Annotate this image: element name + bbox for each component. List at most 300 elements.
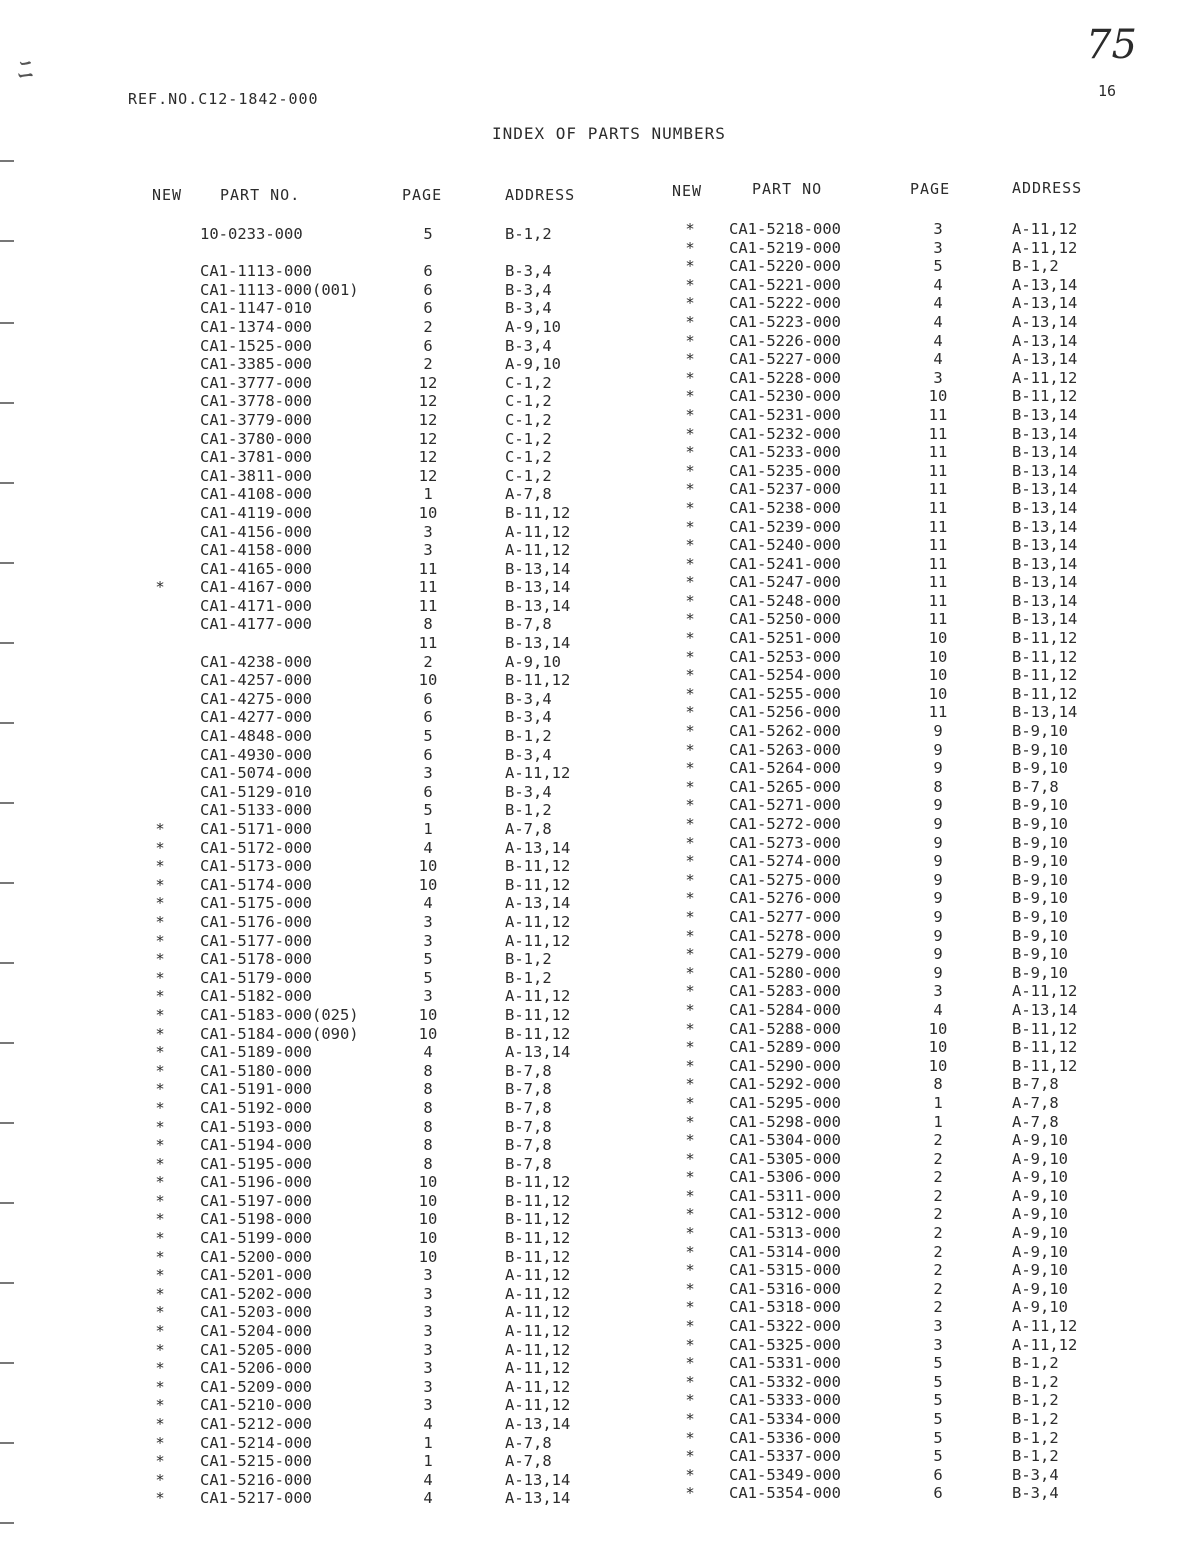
- part-number: CA1-5311-000: [729, 1186, 841, 1205]
- part-number: CA1-4275-000: [200, 689, 312, 708]
- page-ref: 3: [933, 1317, 943, 1336]
- address: B-11,12: [505, 1024, 571, 1043]
- new-flag: *: [155, 1377, 165, 1396]
- table-row: [0, 722, 1182, 741]
- table-row: [0, 499, 1182, 518]
- table-row: [0, 927, 1182, 946]
- part-number: CA1-5298-000: [729, 1112, 841, 1131]
- page-ref: 12: [418, 373, 438, 392]
- margin-tick: [0, 962, 14, 964]
- new-flag: *: [685, 907, 695, 926]
- address: A-13,14: [505, 838, 571, 857]
- page-ref: 11: [928, 573, 948, 592]
- new-flag: *: [155, 950, 165, 969]
- page-ref: 3: [423, 1377, 433, 1396]
- address: B-13,14: [1012, 554, 1078, 573]
- page-ref: 4: [423, 1489, 433, 1508]
- page-ref: 6: [423, 708, 433, 727]
- part-number: CA1-3811-000: [200, 466, 312, 485]
- part-number: CA1-5322-000: [729, 1317, 841, 1336]
- page-ref: 2: [933, 1186, 943, 1205]
- table-row: [0, 592, 1182, 611]
- page-ref: 9: [933, 907, 943, 926]
- part-number: CA1-5349-000: [729, 1465, 841, 1484]
- address: B-9,10: [1012, 907, 1068, 926]
- page-ref: 2: [933, 1149, 943, 1168]
- address: B-13,14: [1012, 591, 1078, 610]
- address: B-13,14: [1012, 480, 1078, 499]
- part-number: CA1-5220-000: [729, 257, 841, 276]
- address: A-9,10: [1012, 1186, 1068, 1205]
- new-flag: *: [155, 912, 165, 931]
- right-header-new: NEW: [672, 182, 703, 200]
- address: B-13,14: [505, 559, 571, 578]
- new-flag: *: [685, 963, 695, 982]
- new-flag: *: [155, 1136, 165, 1155]
- left-header-address: ADDRESS: [505, 186, 576, 204]
- new-flag: *: [685, 1447, 695, 1466]
- part-number: CA1-5227-000: [729, 350, 841, 369]
- part-number: CA1-4158-000: [200, 541, 312, 560]
- margin-tick: [0, 402, 14, 404]
- new-flag: *: [685, 889, 695, 908]
- new-flag: *: [685, 666, 695, 685]
- table-row: [0, 629, 1182, 648]
- address: B-9,10: [1012, 759, 1068, 778]
- margin-tick: [0, 1522, 14, 1524]
- page-ref: 10: [928, 647, 948, 666]
- address: B-11,12: [505, 857, 571, 876]
- new-flag: *: [685, 1168, 695, 1187]
- part-number: CA1-5264-000: [729, 759, 841, 778]
- new-flag: *: [685, 220, 695, 238]
- new-flag: *: [155, 1415, 165, 1433]
- new-flag: *: [685, 1391, 695, 1410]
- address: A-7,8: [1012, 1112, 1059, 1131]
- page-ref: 3: [423, 1340, 433, 1359]
- part-number: CA1-5222-000: [729, 294, 841, 313]
- new-flag: *: [685, 517, 695, 536]
- address: A-11,12: [505, 987, 571, 1006]
- part-number: CA1-5276-000: [729, 889, 841, 908]
- new-flag: *: [685, 405, 695, 424]
- margin-tick: [0, 322, 14, 324]
- margin-tick: [0, 562, 14, 564]
- page-ref: 3: [423, 541, 433, 560]
- part-number: CA1-5275-000: [729, 870, 841, 889]
- part-number: CA1-3779-000: [200, 410, 312, 429]
- part-number: CA1-4171-000: [200, 596, 312, 615]
- page-ref: 9: [933, 796, 943, 815]
- address: B-1,2: [505, 727, 552, 746]
- address: B-13,14: [505, 634, 571, 653]
- part-number: CA1-5189-000: [200, 1043, 312, 1062]
- address: C-1,2: [505, 466, 552, 485]
- part-number: CA1-5199-000: [200, 1229, 312, 1248]
- address: B-1,2: [1012, 1428, 1059, 1447]
- address: B-11,12: [1012, 387, 1078, 406]
- new-flag: *: [685, 1354, 695, 1373]
- address: B-9,10: [1012, 796, 1068, 815]
- page-ref: 11: [418, 634, 438, 653]
- part-number: CA1-5336-000: [729, 1428, 841, 1447]
- address: A-9,10: [505, 317, 561, 336]
- new-flag: *: [155, 1173, 165, 1192]
- page-ref: 11: [928, 591, 948, 610]
- part-number: CA1-3778-000: [200, 392, 312, 411]
- new-flag: *: [155, 1452, 165, 1471]
- part-number: CA1-5274-000: [729, 852, 841, 871]
- table-row: [0, 1298, 1182, 1317]
- page-ref: 3: [423, 522, 433, 541]
- new-flag: *: [155, 1191, 165, 1210]
- address: A-11,12: [505, 931, 571, 950]
- page-ref: 12: [418, 392, 438, 411]
- page-ref: 8: [423, 1117, 433, 1136]
- part-number: CA1-5255-000: [729, 684, 841, 703]
- address: B-13,14: [1012, 536, 1078, 555]
- part-number: CA1-5183-000(025): [200, 1005, 359, 1024]
- address: B-9,10: [1012, 833, 1068, 852]
- page-ref: 2: [423, 355, 433, 374]
- address: B-1,2: [1012, 1391, 1059, 1410]
- page-ref: 10: [418, 1024, 438, 1043]
- new-flag: *: [685, 480, 695, 499]
- address: B-1,2: [1012, 1447, 1059, 1466]
- address: B-11,12: [505, 1173, 571, 1192]
- page-ref: 5: [423, 225, 433, 243]
- part-number: CA1-5253-000: [729, 647, 841, 666]
- page-number: 16: [1098, 82, 1117, 100]
- page-ref: 3: [933, 220, 943, 238]
- table-row: [0, 1131, 1182, 1150]
- address: B-7,8: [505, 1154, 552, 1173]
- page-ref: 2: [933, 1242, 943, 1261]
- page-ref: 9: [933, 963, 943, 982]
- part-number: CA1-5337-000: [729, 1447, 841, 1466]
- address: A-11,12: [505, 522, 571, 541]
- address: B-13,14: [1012, 517, 1078, 536]
- address: B-11,12: [1012, 1019, 1078, 1038]
- page-ref: 11: [928, 554, 948, 573]
- address: B-11,12: [505, 671, 571, 690]
- table-row: [0, 796, 1182, 815]
- new-flag: *: [155, 1005, 165, 1024]
- address: B-9,10: [1012, 870, 1068, 889]
- new-flag: *: [155, 968, 165, 987]
- page-ref: 3: [423, 912, 433, 931]
- page-ref: 10: [418, 875, 438, 894]
- part-number: CA1-5288-000: [729, 1019, 841, 1038]
- part-number: CA1-1525-000: [200, 336, 312, 355]
- margin-tick: [0, 642, 14, 644]
- address: B-3,4: [505, 299, 552, 318]
- new-flag: *: [685, 238, 695, 257]
- part-number: CA1-5304-000: [729, 1131, 841, 1150]
- part-number: CA1-5193-000: [200, 1117, 312, 1136]
- page-ref: 9: [933, 945, 943, 964]
- new-flag: *: [685, 852, 695, 871]
- page-ref: 3: [933, 238, 943, 257]
- part-number: CA1-4257-000: [200, 671, 312, 690]
- page-ref: 6: [423, 336, 433, 355]
- new-flag: *: [685, 815, 695, 833]
- page-ref: 8: [423, 1154, 433, 1173]
- page-ref: 5: [933, 1410, 943, 1428]
- address: C-1,2: [505, 373, 552, 392]
- new-flag: *: [685, 1279, 695, 1298]
- address: B-9,10: [1012, 722, 1068, 741]
- page-ref: 2: [933, 1224, 943, 1243]
- address: A-9,10: [1012, 1224, 1068, 1243]
- part-number: CA1-5214-000: [200, 1433, 312, 1452]
- address: B-1,2: [1012, 1410, 1059, 1428]
- margin-tick: [0, 240, 14, 242]
- address: A-13,14: [1012, 275, 1078, 294]
- table-row: [0, 852, 1182, 871]
- page-ref: 2: [423, 317, 433, 336]
- new-flag: *: [685, 1019, 695, 1038]
- part-number: CA1-5219-000: [729, 238, 841, 257]
- table-row: [0, 276, 1182, 295]
- address: A-9,10: [1012, 1149, 1068, 1168]
- new-flag: *: [685, 1428, 695, 1447]
- table-row: [0, 1317, 1182, 1336]
- page-ref: 4: [933, 275, 943, 294]
- part-number: CA1-4165-000: [200, 559, 312, 578]
- address: A-9,10: [1012, 1205, 1068, 1224]
- page-ref: 6: [423, 280, 433, 299]
- new-flag: *: [685, 629, 695, 648]
- new-flag: *: [685, 647, 695, 666]
- new-flag: *: [685, 573, 695, 592]
- page-ref: 1: [423, 820, 433, 838]
- page-ref: 10: [928, 387, 948, 406]
- margin-mark: ﾆ: [18, 53, 33, 88]
- part-number: CA1-5279-000: [729, 945, 841, 964]
- page-ref: 2: [423, 652, 433, 671]
- part-number: CA1-3385-000: [200, 355, 312, 374]
- address: A-11,12: [505, 1303, 571, 1322]
- address: B-3,4: [505, 336, 552, 355]
- new-flag: *: [155, 1322, 165, 1341]
- table-row: [0, 703, 1182, 722]
- page-ref: 10: [418, 857, 438, 876]
- new-flag: *: [685, 1149, 695, 1168]
- part-number: CA1-4108-000: [200, 485, 312, 504]
- part-number: CA1-5263-000: [729, 740, 841, 759]
- page-ref: 4: [933, 331, 943, 350]
- page-ref: 11: [928, 443, 948, 462]
- table-row: [0, 555, 1182, 574]
- page-ref: 10: [928, 1038, 948, 1057]
- page-ref: 12: [418, 429, 438, 448]
- new-flag: *: [155, 1098, 165, 1117]
- address: A-13,14: [1012, 294, 1078, 313]
- part-number: CA1-5316-000: [729, 1279, 841, 1298]
- margin-tick: [0, 1442, 14, 1444]
- part-number: CA1-5315-000: [729, 1261, 841, 1280]
- page-ref: 10: [418, 1210, 438, 1229]
- part-number: CA1-4277-000: [200, 708, 312, 727]
- part-number: CA1-5325-000: [729, 1335, 841, 1354]
- address: A-9,10: [1012, 1131, 1068, 1150]
- page-ref: 1: [933, 1093, 943, 1112]
- new-flag: *: [155, 894, 165, 913]
- new-flag: *: [155, 931, 165, 950]
- part-number: CA1-1113-000(001): [200, 280, 359, 299]
- page-ref: 4: [423, 1470, 433, 1489]
- margin-tick: [0, 1362, 14, 1364]
- page-ref: 12: [418, 448, 438, 467]
- address: B-11,12: [1012, 1038, 1078, 1057]
- page-ref: 2: [933, 1168, 943, 1187]
- page-ref: 11: [928, 703, 948, 722]
- address: C-1,2: [505, 429, 552, 448]
- new-flag: *: [155, 1043, 165, 1062]
- margin-tick: [0, 1282, 14, 1284]
- page-ref: 3: [423, 1303, 433, 1322]
- address: A-11,12: [505, 1266, 571, 1285]
- table-row: [0, 313, 1182, 332]
- part-number: CA1-5192-000: [200, 1098, 312, 1117]
- table-row: [0, 778, 1182, 797]
- page-ref: 9: [933, 889, 943, 908]
- part-number: CA1-5212-000: [200, 1415, 312, 1433]
- part-number: CA1-5273-000: [729, 833, 841, 852]
- part-number: CA1-5228-000: [729, 368, 841, 387]
- part-number: CA1-5231-000: [729, 405, 841, 424]
- address: B-7,8: [505, 1117, 552, 1136]
- page-ref: 11: [418, 559, 438, 578]
- table-row: [0, 573, 1182, 592]
- table-row: [0, 1187, 1182, 1206]
- part-number: CA1-5248-000: [729, 591, 841, 610]
- margin-tick: [0, 882, 14, 884]
- part-number: CA1-5200-000: [200, 1247, 312, 1266]
- new-flag: *: [155, 1284, 165, 1303]
- part-number: CA1-4930-000: [200, 745, 312, 764]
- part-number: CA1-5240-000: [729, 536, 841, 555]
- part-number: CA1-3780-000: [200, 429, 312, 448]
- address: B-3,4: [505, 782, 552, 801]
- page-ref: 11: [418, 596, 438, 615]
- part-number: CA1-5195-000: [200, 1154, 312, 1173]
- part-number: CA1-5247-000: [729, 573, 841, 592]
- part-number: CA1-5226-000: [729, 331, 841, 350]
- part-number: CA1-5262-000: [729, 722, 841, 741]
- page-ref: 9: [933, 926, 943, 945]
- new-flag: *: [685, 424, 695, 443]
- address: B-7,8: [505, 615, 552, 634]
- new-flag: *: [155, 875, 165, 894]
- page-ref: 6: [423, 689, 433, 708]
- new-flag: *: [685, 926, 695, 945]
- part-number: CA1-5272-000: [729, 815, 841, 833]
- new-flag: *: [155, 838, 165, 857]
- address: A-7,8: [505, 485, 552, 504]
- part-number: CA1-4167-000: [200, 578, 312, 597]
- page-ref: 9: [933, 722, 943, 741]
- address: B-11,12: [1012, 629, 1078, 648]
- new-flag: *: [685, 1112, 695, 1131]
- address: B-3,4: [1012, 1484, 1059, 1503]
- page-ref: 2: [933, 1261, 943, 1280]
- part-number: CA1-5177-000: [200, 931, 312, 950]
- margin-tick: [0, 482, 14, 484]
- part-number: CA1-5312-000: [729, 1205, 841, 1224]
- margin-tick: [0, 722, 14, 724]
- new-flag: *: [155, 1024, 165, 1043]
- part-number: CA1-5204-000: [200, 1322, 312, 1341]
- part-number: CA1-5174-000: [200, 875, 312, 894]
- new-flag: *: [155, 857, 165, 876]
- address: A-11,12: [1012, 368, 1078, 387]
- part-number: CA1-5206-000: [200, 1359, 312, 1378]
- address: A-11,12: [505, 912, 571, 931]
- new-flag: *: [155, 1247, 165, 1266]
- page-ref: 10: [418, 671, 438, 690]
- address: A-11,12: [505, 541, 571, 560]
- margin-tick: [0, 160, 14, 162]
- address: B-9,10: [1012, 889, 1068, 908]
- page-ref: 11: [928, 610, 948, 629]
- part-number: CA1-5333-000: [729, 1391, 841, 1410]
- address: A-13,14: [505, 1489, 571, 1508]
- address: B-1,2: [505, 801, 552, 820]
- address: A-13,14: [505, 1043, 571, 1062]
- part-number: CA1-5284-000: [729, 1000, 841, 1019]
- page-ref: 8: [933, 777, 943, 796]
- address: A-13,14: [1012, 350, 1078, 369]
- right-header-part: PART NO: [752, 180, 823, 198]
- new-flag: *: [155, 1303, 165, 1322]
- new-flag: *: [155, 1154, 165, 1173]
- address: A-9,10: [1012, 1298, 1068, 1317]
- page-ref: 11: [928, 461, 948, 480]
- page-ref: 11: [928, 536, 948, 555]
- part-number: CA1-5201-000: [200, 1266, 312, 1285]
- part-number: CA1-5180-000: [200, 1061, 312, 1080]
- page-ref: 10: [418, 1247, 438, 1266]
- page-ref: 10: [928, 1056, 948, 1075]
- address: B-11,12: [1012, 684, 1078, 703]
- right-header-address: ADDRESS: [1012, 179, 1083, 197]
- address: B-13,14: [1012, 703, 1078, 722]
- address: A-11,12: [505, 1396, 571, 1415]
- new-flag: *: [685, 684, 695, 703]
- part-number: CA1-5290-000: [729, 1056, 841, 1075]
- part-number: CA1-5171-000: [200, 820, 312, 838]
- address: C-1,2: [505, 448, 552, 467]
- address: A-9,10: [1012, 1279, 1068, 1298]
- page-ref: 10: [928, 684, 948, 703]
- table-row: [0, 1354, 1182, 1373]
- part-number: CA1-5305-000: [729, 1149, 841, 1168]
- page-ref: 2: [933, 1279, 943, 1298]
- part-number: CA1-5178-000: [200, 950, 312, 969]
- new-flag: *: [685, 443, 695, 462]
- table-row: [0, 1224, 1182, 1243]
- new-flag: *: [685, 331, 695, 350]
- part-number: CA1-5271-000: [729, 796, 841, 815]
- new-flag: *: [685, 945, 695, 964]
- part-number: CA1-5239-000: [729, 517, 841, 536]
- address: B-11,12: [505, 1210, 571, 1229]
- part-number: CA1-5184-000(090): [200, 1024, 359, 1043]
- page-ref: 6: [933, 1484, 943, 1503]
- margin-tick: [0, 802, 14, 804]
